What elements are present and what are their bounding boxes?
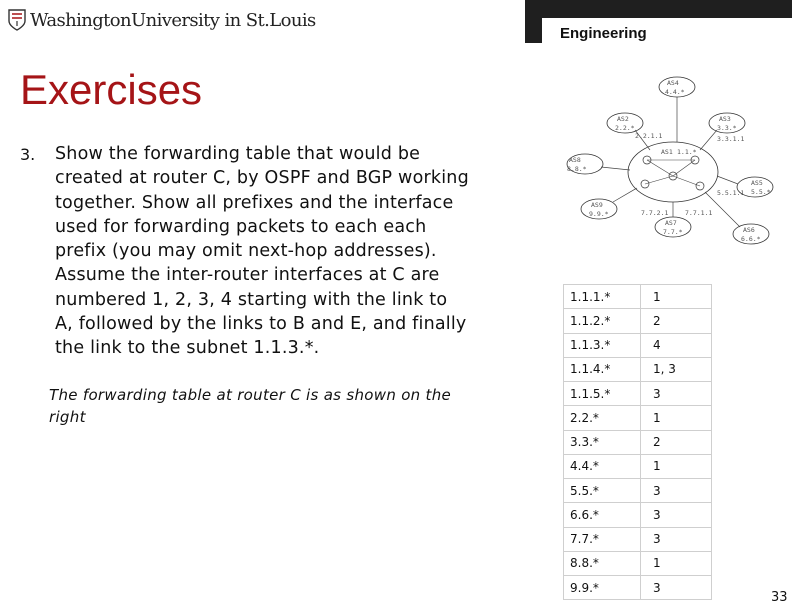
question-line: together. Show all prefixes and the interface (55, 192, 454, 213)
as8-label: AS8 (569, 156, 581, 164)
as4-label: AS4 (667, 79, 679, 87)
as9-label: AS9 (591, 201, 603, 209)
question-line: Assume the inter-router interfaces at C are (55, 265, 440, 286)
interface-cell: 4 (641, 333, 712, 357)
link (601, 167, 630, 170)
interface-cell: 2 (641, 430, 712, 454)
link-label: 7.7.1.1 (685, 209, 713, 217)
question-line: A, followed by the links to B and E, and finally (55, 314, 467, 335)
as7-label: AS7 (665, 219, 677, 227)
question-line: prefix (you may omit next-hop addresses). (55, 241, 437, 262)
table-row (564, 551, 712, 575)
item-number: 3. (20, 145, 36, 164)
as7-prefix: 7.7.* (663, 228, 683, 236)
as2-label: AS2 (617, 115, 629, 123)
interface-cell: 3 (641, 576, 712, 600)
answer-note (49, 384, 529, 428)
question-line: Show the forwarding table that would be (55, 144, 421, 164)
page-number: 33 (771, 590, 788, 605)
note-line: The forwarding table at router C is as shown on the (49, 386, 452, 404)
school-name: Engineering (560, 25, 647, 42)
prefix-cell: 1.1.1.* (564, 285, 641, 309)
prefix-cell: 4.4.* (564, 454, 641, 478)
as1-prefix: 1.1.* (677, 148, 697, 156)
university-name: WashingtonUniversity in St.Louis (30, 9, 316, 31)
table-row (564, 406, 712, 430)
link-label: 5.5.1.1 (717, 189, 745, 197)
table-row (564, 382, 712, 406)
table-row (564, 309, 712, 333)
interface-cell: 1 (641, 285, 712, 309)
link-label: 3.3.1.1 (717, 135, 745, 143)
prefix-cell: 3.3.* (564, 430, 641, 454)
interface-cell: 3 (641, 479, 712, 503)
question-line: numbered 1, 2, 3, 4 starting with the link to (55, 289, 448, 310)
interface-cell: 1 (641, 454, 712, 478)
as5-label: AS5 (751, 179, 763, 187)
interface-cell: 3 (641, 527, 712, 551)
as3-label: AS3 (719, 115, 731, 123)
as-network-diagram (555, 72, 790, 250)
prefix-cell: 8.8.* (564, 551, 641, 575)
link (613, 188, 637, 202)
table-row (564, 357, 712, 381)
link (700, 130, 717, 150)
question-line: used for forwarding packets to each each (55, 216, 427, 237)
interface-cell: 1 (641, 406, 712, 430)
table-row (564, 333, 712, 357)
prefix-cell: 1.1.3.* (564, 333, 641, 357)
prefix-cell: 1.1.4.* (564, 357, 641, 381)
university-logo (8, 9, 316, 31)
prefix-cell: 2.2.* (564, 406, 641, 430)
note-line: right (49, 408, 86, 426)
prefix-cell: 1.1.2.* (564, 309, 641, 333)
as3-prefix: 3.3.* (717, 124, 737, 132)
forwarding-table (563, 284, 712, 600)
table-row (564, 454, 712, 478)
table-row (564, 503, 712, 527)
as5-prefix: 5.5.* (751, 188, 771, 196)
link (717, 176, 738, 184)
question-text (55, 142, 530, 361)
link-label: 2.2.1.1 (635, 132, 663, 140)
as8-prefix: 8.8.* (567, 165, 587, 173)
question-line: the link to the subnet 1.1.3.*. (55, 338, 320, 359)
table-row (564, 479, 712, 503)
table-row (564, 527, 712, 551)
interface-cell: 3 (641, 503, 712, 527)
as4-prefix: 4.4.* (665, 88, 685, 96)
question-line: created at router C, by OSPF and BGP working (55, 168, 469, 189)
as6-label: AS6 (743, 226, 755, 234)
link-label: 7.7.2.1 (641, 209, 669, 217)
as1-label: AS1 (661, 148, 673, 156)
university-shield-icon (8, 9, 26, 31)
interface-cell: 2 (641, 309, 712, 333)
interface-cell: 1 (641, 551, 712, 575)
interface-cell: 3 (641, 382, 712, 406)
prefix-cell: 7.7.* (564, 527, 641, 551)
prefix-cell: 1.1.5.* (564, 382, 641, 406)
interface-cell: 1, 3 (641, 357, 712, 381)
as2-prefix: 2.2.* (615, 124, 635, 132)
prefix-cell: 9.9.* (564, 576, 641, 600)
slide-title: Exercises (20, 66, 203, 113)
as9-prefix: 9.9.* (589, 210, 609, 218)
as6-prefix: 6.6.* (741, 235, 761, 243)
prefix-cell: 5.5.* (564, 479, 641, 503)
prefix-cell: 6.6.* (564, 503, 641, 527)
table-row (564, 576, 712, 600)
table-row (564, 285, 712, 309)
table-row (564, 430, 712, 454)
